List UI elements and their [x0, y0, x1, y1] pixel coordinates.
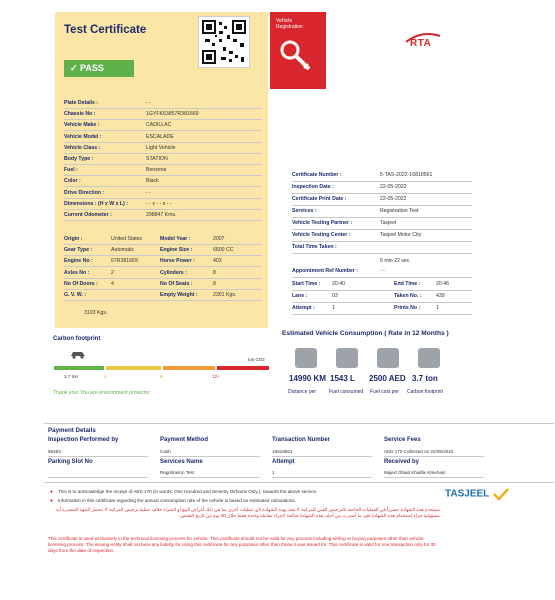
- vehicle-label: Color :: [64, 178, 81, 185]
- note-consumption: Information in this certificate regarding the annual consumption rate of the vehicle is based on estimated calculations.: [58, 498, 296, 503]
- payment-label: Services Name: [160, 459, 203, 465]
- carbon-bar-red: [217, 366, 269, 370]
- row-divider: [160, 456, 260, 457]
- vehicle-value: CADILLAC: [146, 122, 172, 129]
- timing-value: 1: [332, 305, 335, 311]
- row-divider: [48, 477, 148, 478]
- vehicle-value: ESCALADE: [146, 133, 174, 140]
- certificate-value: 22-05-2022: [380, 184, 407, 190]
- payment-title: Payment Details: [48, 427, 96, 434]
- row-divider: [292, 314, 472, 315]
- spec-label: Engine Size :: [160, 247, 193, 254]
- vehicle-label: Chassis No :: [64, 111, 96, 118]
- payment-label: Payment Method: [160, 437, 209, 443]
- spec-label: Model Year :: [160, 236, 191, 242]
- row-divider: [64, 186, 262, 187]
- certificate-value: 5-TAS-2022-16818561: [380, 172, 433, 178]
- carbon-bar-orange: [163, 366, 215, 370]
- rta-swoosh-icon: [404, 32, 442, 46]
- certificate-label: Vehicle Testing Partner :: [292, 220, 353, 226]
- spec-value: 2: [111, 269, 114, 276]
- spec-label: Horse Power :: [160, 258, 195, 265]
- vehicle-label: Vehicle Class :: [64, 144, 101, 151]
- car-icon: [70, 349, 86, 359]
- vehicle-label: Fuel :: [64, 167, 78, 174]
- payment-label: Attempt: [272, 459, 295, 465]
- carbon-bar-yellow: [106, 366, 161, 370]
- spec-label: Engine No :: [64, 258, 93, 265]
- page-title: Test Certificate: [64, 24, 147, 36]
- consumption-title: Estimated Vehicle Consumption ( Rate in 12 Months ): [282, 330, 449, 337]
- money-icon: [377, 348, 399, 368]
- row-divider: [64, 108, 262, 109]
- consumption-caption: Carbon footprint: [407, 389, 443, 395]
- row-divider: [64, 266, 262, 267]
- row-divider: [64, 119, 262, 120]
- payment-value: Registration Test: [160, 470, 195, 475]
- certificate-label: Total Time Taken :: [292, 244, 337, 250]
- row-divider: [160, 477, 260, 478]
- payment-value: Majed Obaid Khalifa Almehairi: [384, 470, 446, 475]
- consumption-value: 1543 L: [330, 374, 355, 383]
- row-divider: [64, 175, 262, 176]
- vehicle-value: STATION: [146, 156, 168, 162]
- gvw-value: 3103 Kgs.: [84, 310, 108, 316]
- vehicle-value: Benzene: [146, 167, 167, 174]
- spec-label: Origin :: [64, 236, 83, 242]
- spec-label: Empty Weight :: [160, 292, 198, 298]
- timing-label: End Time :: [394, 281, 421, 287]
- tasjeel-logo-text: TASJEEL: [445, 488, 490, 500]
- row-divider: [48, 456, 148, 457]
- spec-value: 2301 Kgs.: [213, 292, 237, 298]
- vehicle-value: Black: [146, 178, 159, 185]
- row-divider: [64, 142, 262, 143]
- certificate-label: Certificate Number :: [292, 172, 342, 178]
- row-divider: [64, 164, 262, 165]
- registration-badge-label: Vehicle Registration: [276, 18, 303, 30]
- timing-label: Lane :: [292, 293, 308, 299]
- payment-value: 16818561: [272, 449, 293, 454]
- row-divider: [292, 302, 472, 303]
- spec-value: 2007: [213, 236, 225, 242]
- row-divider: [64, 244, 262, 245]
- timing-label: Attempt :: [292, 305, 315, 311]
- row-divider: [64, 130, 262, 131]
- row-divider: [384, 456, 484, 457]
- payment-value: AED 170 Collected on 22/05/2022: [384, 449, 454, 454]
- vehicle-value: 298847 Kms.: [146, 212, 177, 218]
- row-divider: [64, 220, 262, 221]
- carbon-unit: ton CO2: [248, 357, 265, 362]
- row-divider: [292, 253, 472, 254]
- payment-label: Inspection Performed by: [48, 437, 119, 443]
- vehicle-value: - -: [146, 189, 151, 196]
- spec-value: 403: [213, 258, 222, 265]
- payment-value: 1: [272, 470, 275, 475]
- spec-label: No Of Doors :: [64, 280, 98, 287]
- vehicle-value: Light Vehicle: [146, 144, 176, 151]
- row-divider: [64, 300, 262, 301]
- consumption-value: 14990 KM: [289, 374, 326, 383]
- vehicle-label: Plate Details :: [64, 100, 99, 106]
- timing-value: 20:40: [332, 281, 345, 287]
- spec-value: Automatic: [111, 247, 135, 254]
- carbon-value-label: 3.7 ton: [64, 374, 79, 379]
- vehicle-value: - -: [146, 100, 151, 106]
- row-divider: [64, 209, 262, 210]
- payment-label: Received by: [384, 459, 420, 465]
- row-divider: [292, 217, 472, 218]
- timing-value: 20:46: [436, 281, 449, 287]
- row-divider: [64, 289, 262, 290]
- carbon-title: Carbon footprint: [53, 336, 101, 342]
- certificate-value: Registration Test: [380, 208, 419, 214]
- row-divider: [272, 477, 372, 478]
- timing-value: 1: [436, 305, 439, 311]
- tasjeel-logo: [445, 487, 510, 501]
- consumption-caption: Fuel consumed: [329, 389, 364, 395]
- registration-badge: [270, 12, 326, 89]
- note-bullet-2: ●: [50, 498, 54, 504]
- vehicle-label: Dimensions : (H x W x L) :: [64, 200, 128, 207]
- spec-label: Cylinders :: [160, 269, 187, 276]
- vehicle-label: Vehicle Model :: [64, 133, 102, 140]
- spec-value: 67R381669: [111, 258, 138, 265]
- row-divider: [292, 205, 472, 206]
- note-bullet-1: ●: [50, 489, 54, 495]
- note-receipt: This is to acknowledge the receipt of AED 170 (in words: One Hundred and Seventy Dirhams Only.), towards the above service.: [58, 489, 318, 494]
- vehicle-value: - - x - - x - -: [146, 200, 172, 207]
- vehicle-label: Vehicle Make :: [64, 122, 100, 129]
- spec-value: United States: [111, 236, 143, 242]
- payment-divider: [44, 423, 554, 424]
- certificate-label: Services :: [292, 208, 317, 214]
- divider: [292, 277, 472, 278]
- timing-label: Start Time :: [292, 281, 321, 287]
- rta-logo-text: RTA: [410, 38, 432, 49]
- row-divider: [292, 181, 472, 182]
- spec-label: Axles No :: [64, 269, 90, 276]
- consumption-caption: Distance per: [288, 389, 317, 395]
- speedometer-icon: [295, 348, 317, 368]
- certificate-label: Certificate Print Date :: [292, 196, 347, 202]
- key-wrench-icon: [276, 36, 316, 76]
- certificate-value: Tasjeel: [380, 220, 397, 226]
- timing-label: Taken No. :: [394, 293, 422, 299]
- row-divider: [64, 255, 262, 256]
- row-divider: [292, 290, 472, 291]
- certificate-value: 22-05-2022: [380, 196, 407, 202]
- timing-value: 03: [332, 293, 338, 299]
- payment-value: 59483: [48, 449, 61, 454]
- qr-code-icon: [199, 17, 249, 67]
- fuel-pump-icon: [336, 348, 358, 368]
- certificate-label: Vehicle Testing Center :: [292, 232, 351, 238]
- row-divider: [64, 153, 262, 154]
- row-divider: [64, 278, 262, 279]
- timing-label: Prints No :: [394, 305, 421, 311]
- spec-value: 6600 CC: [213, 247, 234, 254]
- notes-divider: [44, 482, 554, 483]
- check-mark-icon: [492, 487, 510, 501]
- vehicle-label: Body Type :: [64, 156, 94, 162]
- row-divider: [64, 198, 262, 199]
- consumption-value: 3.7 ton: [412, 374, 438, 383]
- payment-label: Service Fees: [384, 437, 421, 443]
- payment-label: Transaction Number: [272, 437, 331, 443]
- spec-value: 8: [213, 280, 216, 287]
- vehicle-label: Current Odometer :: [64, 212, 112, 218]
- rta-logo: [410, 38, 431, 49]
- carbon-scale-4: 4: [104, 374, 107, 379]
- carbon-message: Thank you! You are environment protector: [53, 390, 150, 396]
- vehicle-value: 1GYFK63857R381669: [146, 111, 199, 118]
- vehicle-label: Drive Direction :: [64, 189, 105, 196]
- qr-code: [198, 16, 250, 68]
- timing-value: 439: [436, 293, 445, 299]
- payment-value: Cash: [160, 449, 171, 454]
- payment-label: Parking Slot No: [48, 459, 93, 465]
- certificate-label: Inspection Date :: [292, 184, 334, 190]
- certificate-value: Tasjeel Motor City: [380, 232, 422, 238]
- spec-label: No Of Seats :: [160, 280, 193, 287]
- spec-value: 8: [213, 269, 216, 276]
- consumption-caption: Fuel cost per: [370, 389, 399, 395]
- carbon-scale-8: 8: [160, 374, 163, 379]
- spec-label: Gear Type :: [64, 247, 93, 254]
- carbon-scale-12: 12+: [212, 374, 220, 379]
- row-divider: [292, 241, 472, 242]
- row-divider: [292, 193, 472, 194]
- note-disclaimer: This certificate is used exclusively in the technical licensing process for vehicle. This certificate should not be valid for any process including selling or buying purposes other than vehicle licensing process. The issuing entity shall not bear any liability for using this certificate for any purposes other than those it was issued for. This certificate is valid for one transaction only for 30 days from the date of inspection.: [48, 536, 436, 554]
- spec-label: G. V. W. :: [64, 292, 87, 298]
- carbon-bar-green: [54, 366, 104, 370]
- row-divider: [292, 229, 472, 230]
- row-divider: [272, 456, 372, 457]
- car-emission-icon: [418, 348, 440, 368]
- consumption-value: 2500 AED: [369, 374, 406, 383]
- note-arabic: تستخدم هذه الشهادة حصرياً في العمليات الخاصة بالترخيص الفني للمركبة. لا يعتد بهذه الشهادة لأي عمليات أخرى بما في ذلك أغراض البيع أو الشراء خلاف عملية ترخيص المركبة. لا تتحمل الجهة المصدرة أية مسؤولية جراء استخدام هذه الشهادة لغير ما أصدرت من أجله. هذه الشهادة صالحة لإجراء معاملة واحدة فقط خلال 30 يوم من تاريخ الفحص.: [55, 507, 440, 519]
- appointment-label: Appointment Ref Number :: [292, 268, 358, 274]
- total-time-value: 5 min 22 sec: [380, 258, 410, 264]
- appointment-value: - -: [380, 268, 385, 274]
- pass-badge: ✓ PASS: [64, 60, 134, 77]
- spec-value: 4: [111, 280, 114, 287]
- row-divider: [384, 477, 484, 478]
